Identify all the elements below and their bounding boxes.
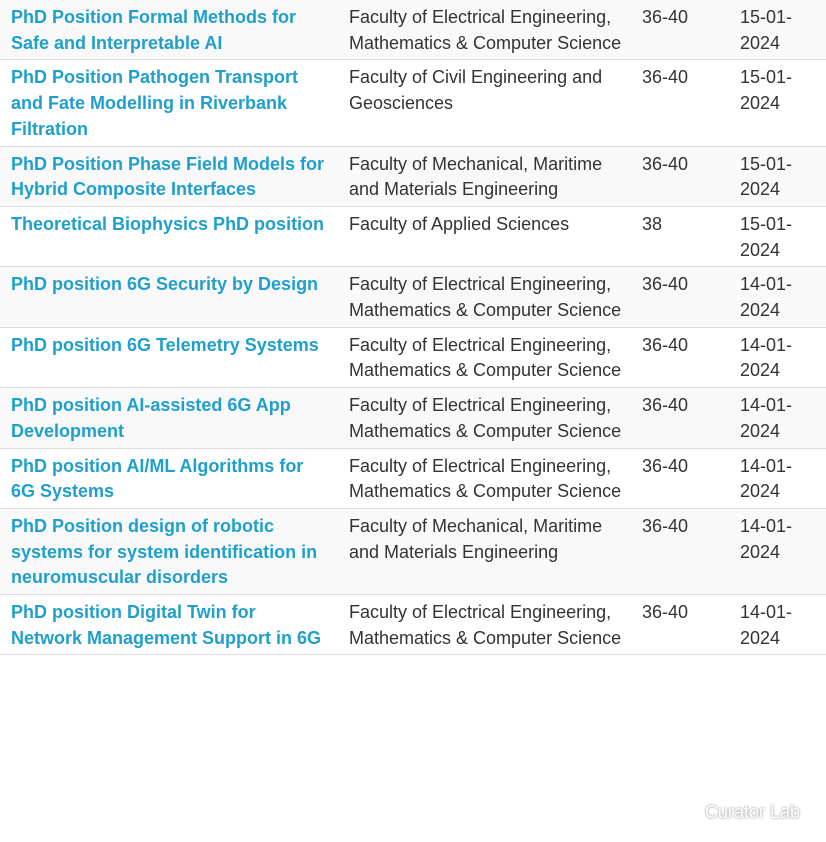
vacancy-title-cell	[0, 146, 337, 206]
date-cell: 14-01-2024	[728, 448, 826, 508]
table-row[interactable]	[0, 327, 826, 387]
faculty-cell: Faculty of Civil Engineering and Geosciences	[337, 60, 630, 146]
faculty-cell: Faculty of Mechanical, Maritime and Materials Engineering	[337, 146, 630, 206]
watermark-text: Curator Lab	[704, 802, 800, 822]
table-row[interactable]	[0, 206, 826, 266]
faculty-cell: Faculty of Electrical Engineering, Mathematics & Computer Science	[337, 327, 630, 387]
vacancy-title-link[interactable]: PhD Position Pathogen Transport and Fate Modelling in Riverbank Filtration	[11, 67, 299, 139]
faculty-cell: Faculty of Electrical Engineering, Mathematics & Computer Science	[337, 595, 630, 655]
faculty-cell: Faculty of Electrical Engineering, Mathematics & Computer Science	[337, 448, 630, 508]
vacancy-title-cell	[0, 60, 337, 146]
date-cell: 14-01-2024	[728, 327, 826, 387]
vacancy-title-link[interactable]: PhD position 6G Security by Design	[11, 274, 319, 295]
vacancy-title-cell	[0, 0, 337, 60]
date-cell: 15-01-2024	[728, 60, 826, 146]
hours-cell: 36-40	[630, 146, 728, 206]
faculty-cell: Faculty of Applied Sciences	[337, 206, 630, 266]
hours-cell: 36-40	[630, 388, 728, 448]
vacancy-title-cell	[0, 448, 337, 508]
faculty-cell: Faculty of Mechanical, Maritime and Materials Engineering	[337, 508, 630, 594]
date-cell: 15-01-2024	[728, 146, 826, 206]
date-cell: 14-01-2024	[728, 508, 826, 594]
hours-cell: 36-40	[630, 267, 728, 327]
vacancy-title-link[interactable]: PhD Position Phase Field Models for Hybrid Composite Interfaces	[11, 153, 325, 200]
wechat-icon	[671, 799, 697, 826]
vacancy-title-cell	[0, 388, 337, 448]
hours-cell: 36-40	[630, 60, 728, 146]
table-row[interactable]	[0, 388, 826, 448]
date-cell: 15-01-2024	[728, 0, 826, 60]
date-cell: 14-01-2024	[728, 267, 826, 327]
table-row[interactable]	[0, 60, 826, 146]
hours-cell: 36-40	[630, 327, 728, 387]
vacancy-title-link[interactable]: PhD position 6G Telemetry Systems	[11, 334, 319, 355]
hours-cell: 36-40	[630, 0, 728, 60]
vacancy-title-link[interactable]: PhD position AI-assisted 6G App Development	[11, 395, 291, 441]
vacancy-title-link[interactable]: PhD Position design of robotic systems for system identification in neuromuscular disorders	[11, 515, 318, 588]
vacancy-title-cell	[0, 206, 337, 266]
faculty-cell: Faculty of Electrical Engineering, Mathematics & Computer Science	[337, 0, 630, 60]
table-row[interactable]	[0, 146, 826, 206]
vacancy-title-link[interactable]: PhD position Digital Twin for Network Management Support in 6G	[11, 602, 322, 648]
table-row[interactable]	[0, 267, 826, 327]
vacancy-title-link[interactable]: PhD Position Formal Methods for Safe and Interpretable AI	[11, 7, 297, 53]
vacancy-title-cell	[0, 267, 337, 327]
date-cell: 15-01-2024	[728, 206, 826, 266]
faculty-cell: Faculty of Electrical Engineering, Mathematics & Computer Science	[337, 388, 630, 448]
table-row[interactable]	[0, 448, 826, 508]
table-row[interactable]	[0, 595, 826, 655]
vacancy-title-cell	[0, 595, 337, 655]
vacancy-title-cell	[0, 508, 337, 594]
date-cell: 14-01-2024	[728, 595, 826, 655]
faculty-cell: Faculty of Electrical Engineering, Mathematics & Computer Science	[337, 267, 630, 327]
date-cell: 14-01-2024	[728, 388, 826, 448]
table-row[interactable]	[0, 508, 826, 594]
hours-cell: 36-40	[630, 508, 728, 594]
hours-cell: 36-40	[630, 448, 728, 508]
hours-cell: 36-40	[630, 595, 728, 655]
vacancy-title-cell	[0, 327, 337, 387]
hours-cell: 38	[630, 206, 728, 266]
vacancy-title-link[interactable]: PhD position AI/ML Algorithms for 6G Systems	[11, 455, 304, 502]
watermark	[671, 799, 800, 826]
vacancy-title-link[interactable]: Theoretical Biophysics PhD position	[11, 213, 325, 234]
table-row[interactable]	[0, 0, 826, 60]
